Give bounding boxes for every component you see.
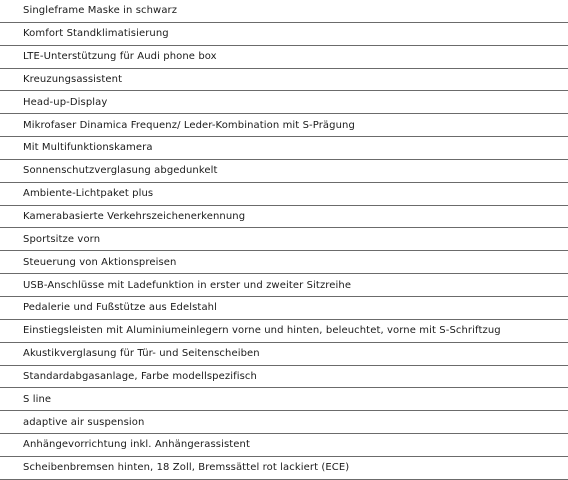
list-item bbox=[0, 297, 568, 320]
list-item-label: Pedalerie und Fußstütze aus Edelstahl bbox=[23, 302, 217, 314]
list-item-label: Kreuzungsassistent bbox=[23, 73, 123, 85]
list-item-label: Einstiegsleisten mit Aluminiumeinlegern vorne und hinten, beleuchtet, vorne mit S-Schriftzug bbox=[23, 325, 501, 337]
list-item-label: Sportsitze vorn bbox=[23, 233, 101, 245]
list-item bbox=[0, 411, 568, 434]
list-item-label: Scheibenbremsen hinten, 18 Zoll, Bremssättel rot lackiert (ECE) bbox=[23, 462, 350, 474]
list-item bbox=[0, 0, 568, 23]
list-item bbox=[0, 69, 568, 92]
list-item bbox=[0, 228, 568, 251]
list-item bbox=[0, 23, 568, 46]
list-item-label: Mikrofaser Dinamica Frequenz/ Leder-Kombination mit S-Prägung bbox=[23, 119, 355, 131]
list-item bbox=[0, 457, 568, 480]
list-item-label: Anhängevorrichtung inkl. Anhängerassistent bbox=[23, 439, 251, 451]
list-item bbox=[0, 366, 568, 389]
list-item-label: Standardabgasanlage, Farbe modellspezifisch bbox=[23, 370, 257, 382]
list-item bbox=[0, 388, 568, 411]
list-item bbox=[0, 434, 568, 457]
list-item-label: Steuerung von Aktionspreisen bbox=[23, 256, 177, 268]
list-item bbox=[0, 160, 568, 183]
list-item-label: LTE-Unterstützung für Audi phone box bbox=[23, 51, 217, 63]
list-item-label: Head-up-Display bbox=[23, 96, 108, 108]
list-item-label: USB-Anschlüsse mit Ladefunktion in erster und zweiter Sitzreihe bbox=[23, 279, 352, 291]
list-item bbox=[0, 274, 568, 297]
list-item bbox=[0, 206, 568, 229]
list-item-label: Mit Multifunktionskamera bbox=[23, 142, 153, 154]
list-item-label: Kamerabasierte Verkehrszeichenerkennung bbox=[23, 211, 246, 223]
list-item bbox=[0, 46, 568, 69]
list-item-label: adaptive air suspension bbox=[23, 416, 145, 428]
list-item-label: Singleframe Maske in schwarz bbox=[23, 5, 178, 17]
list-item bbox=[0, 183, 568, 206]
list-item bbox=[0, 251, 568, 274]
list-item bbox=[0, 91, 568, 114]
list-item bbox=[0, 114, 568, 137]
list-item-label: S line bbox=[23, 393, 52, 405]
list-item bbox=[0, 320, 568, 343]
list-item bbox=[0, 343, 568, 366]
list-item bbox=[0, 137, 568, 160]
list-item-label: Akustikverglasung für Tür- und Seitenscheiben bbox=[23, 348, 260, 360]
list-item-label: Komfort Standklimatisierung bbox=[23, 28, 169, 40]
list-item-label: Ambiente-Lichtpaket plus bbox=[23, 188, 154, 200]
list-item-label: Sonnenschutzverglasung abgedunkelt bbox=[23, 165, 218, 177]
